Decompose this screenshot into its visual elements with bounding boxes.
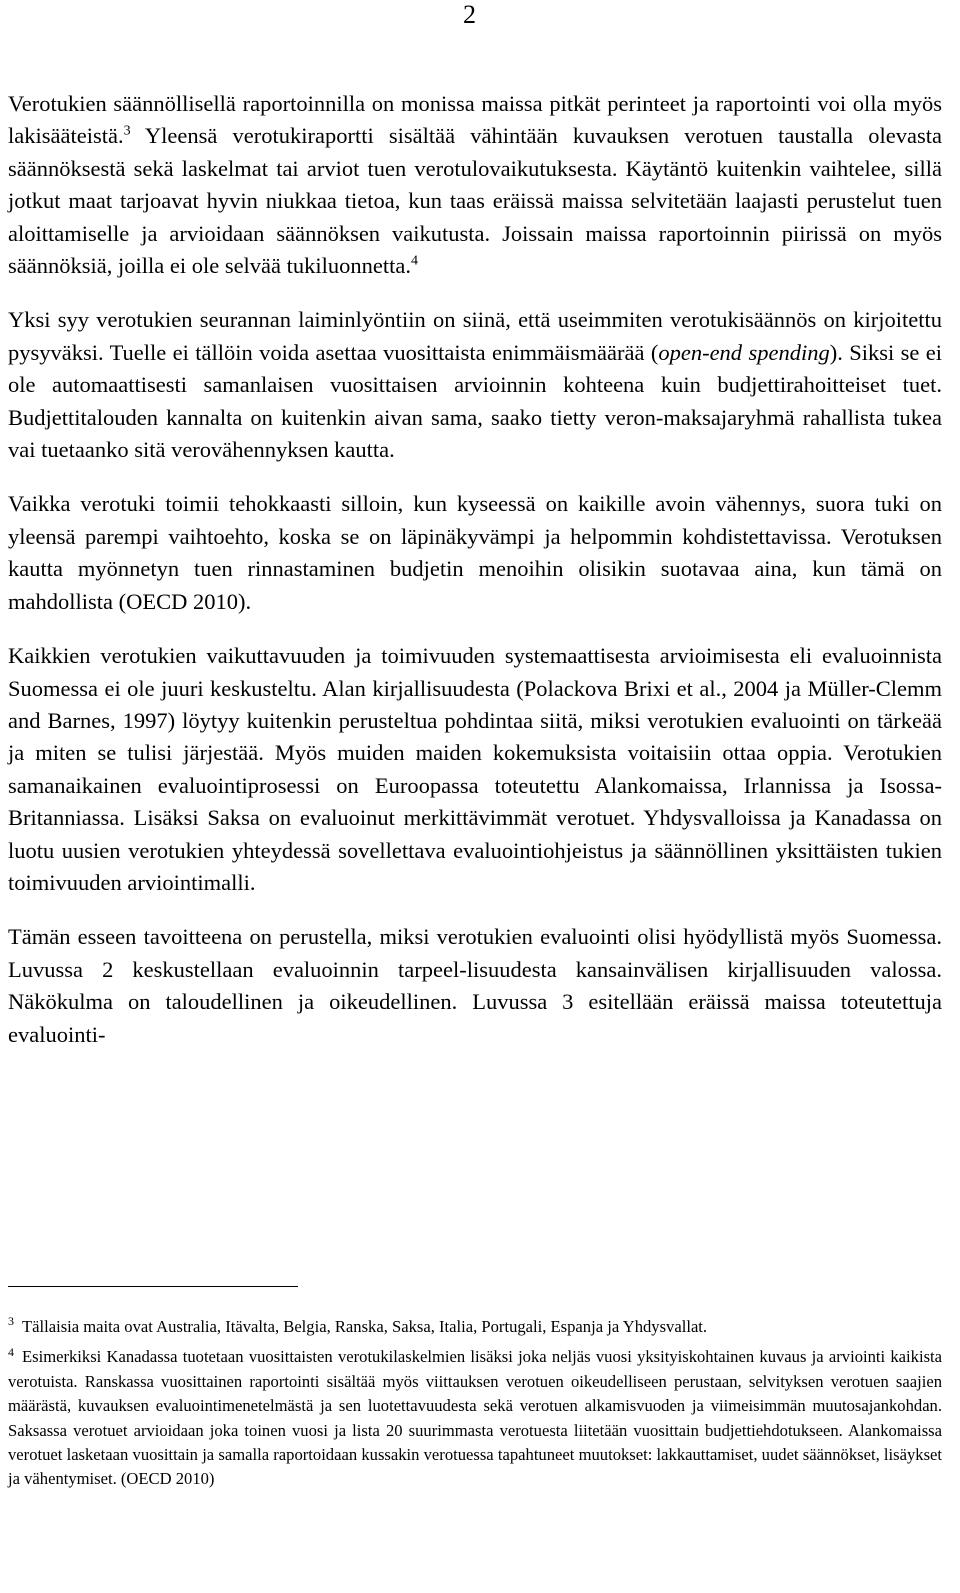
paragraph-3: Vaikka verotuki toimii tehokkaasti silloin, kun kyseessä on kaikille avoin vähennys, suora tuki on yleensä parempi vaihtoehto, koska se on läpinäkyvämpi ja helpommin kohdistettavissa. Verotuksen kautta myönnetyn tuen rinnastaminen budjetin menoihin olisikin suotavaa aina, kun tämä on mahdollista (OECD 2010). — [8, 491, 942, 614]
paragraph-2-text-b: ). Siksi se ei ole automaattisesti samanlaisen vuosittaisen arvioinnin kohteena kuin budjettirahoitteiset tuet. Budjettitalouden kannalta on kuitenkin aivan sama, saako tietty veron-maksajaryhmä rahallista tukea vai tuetaanko sitä verovähennyksen kautta. — [8, 339, 942, 463]
footnotes — [8, 1286, 942, 1498]
footnote-divider — [8, 1286, 298, 1287]
footnote-4-text: Esimerkiksi Kanadassa tuotetaan vuosittaisten verotukilaskelmien lisäksi joka neljäs vuosi yksityiskohtainen kuvaus ja arviointi kaikista verotuista. Ranskassa vuosittainen raportointi sisältää myös viittauksen verotuen oikeudelliseen perustaan, selvityksen verotuen saajien määrästä, kuvauksen evaluointimenetelmästä ja sen luotettavuudesta sekä verotuen alkamisvuoden ja viimeisimmän muutosajankohdan. Saksassa verotuet arvioidaan joka toinen vuosi ja lista 20 suurimmasta verotuesta liitetään vuosittain budjettiehdotukseen. Alankomaissa verotuet lasketaan vuosittain ja samalla raportoidaan kussakin verotuessa tapahtuneet muutokset: lakkauttamiset, uudet säännökset, lisäykset ja vähentymiset. (OECD 2010) — [8, 1347, 942, 1489]
paragraph-1-text-b: Yleensä verotukiraportti sisältää vähintään kuvauksen verotuen taustalla olevasta säännöksestä sekä laskelmat tai arviot tuen verotulovaikutuksesta. Käytäntö kuitenkin vaihtelee, sillä jotkut maat tarjoavat hyvin niukkaa tietoa, kun taas eräissä maissa selvitetään laajasti perustelut tuen aloittamiselle ja arvioidaan säännöksen vaikutusta. Joissain maissa raportoinnin piirissä on myös säännöksiä, joilla ei ole selvää tukiluonnetta. — [8, 123, 942, 279]
footnote-ref-4: 4 — [411, 253, 419, 269]
footnote-4 — [8, 1345, 942, 1491]
page-number: 2 — [463, 0, 476, 29]
paragraph-2 — [8, 304, 942, 466]
paragraph-1-text-a: Verotukien säännöllisellä raportoinnilla on monissa maissa pitkät perinteet ja raportointi voi olla myös lakisääteistä. — [8, 91, 942, 149]
paragraph-5: Tämän esseen tavoitteena on perustella, miksi verotukien evaluointi olisi hyödyllistä myös Suomessa. Luvussa 2 keskustellaan evaluoinnin tarpeel-lisuudesta kansainvälisen kirjallisuuden valossa. Näkökulma on taloudellinen ja oikeudellinen. Luvussa 3 esitellään eräissä maissa toteutettuja evaluointi- — [8, 924, 942, 1047]
footnote-4-number: 4 — [8, 1344, 14, 1359]
paragraph-2-emphasis: open-end spending — [658, 339, 830, 365]
paragraph-1 — [8, 88, 942, 282]
footnote-3 — [8, 1315, 942, 1339]
paragraph-2-text-a: Yksi syy verotukien seurannan laiminlyöntiin on siinä, että useimmiten verotukisäännös on kirjoitettu pysyväksi. Tuelle ei tällöin voida asettaa vuosittaista enimmäismäärää ( — [8, 307, 942, 365]
main-body — [8, 88, 942, 1073]
paragraph-4: Kaikkien verotukien vaikuttavuuden ja toimivuuden systemaattisesta arvioimisesta eli evaluoinnista Suomessa ei ole juuri keskusteltu. Alan kirjallisuudesta (Polackova Brixi et al., 2004 ja Müller-Clemm and Barnes, 1997) löytyy kuitenkin perusteltua pohdintaa siitä, miksi verotukien evaluointi on tärkeää ja miten se tulisi järjestää. Myös muiden maiden kokemuksista voitaisiin ottaa oppia. Verotukien samanaikainen evaluointiprosessi on Euroopassa toteutettu Alankomaissa, Irlannissa ja Isossa-Britanniassa. Lisäksi Saksa on evaluoinut merkittävimmät verotuet. Yhdysvalloissa ja Kanadassa on luotu uusien verotukien yhteydessä sovellettava evaluointiohjeistus ja säännöllinen yksittäisten tukien toimivuuden arviointimalli. — [8, 643, 942, 895]
footnote-ref-3: 3 — [123, 123, 131, 139]
footnote-3-text: Tällaisia maita ovat Australia, Itävalta, Belgia, Ranska, Saksa, Italia, Portugali, Espanja ja Yhdysvallat. — [22, 1317, 708, 1336]
footnote-3-number: 3 — [8, 1314, 14, 1329]
